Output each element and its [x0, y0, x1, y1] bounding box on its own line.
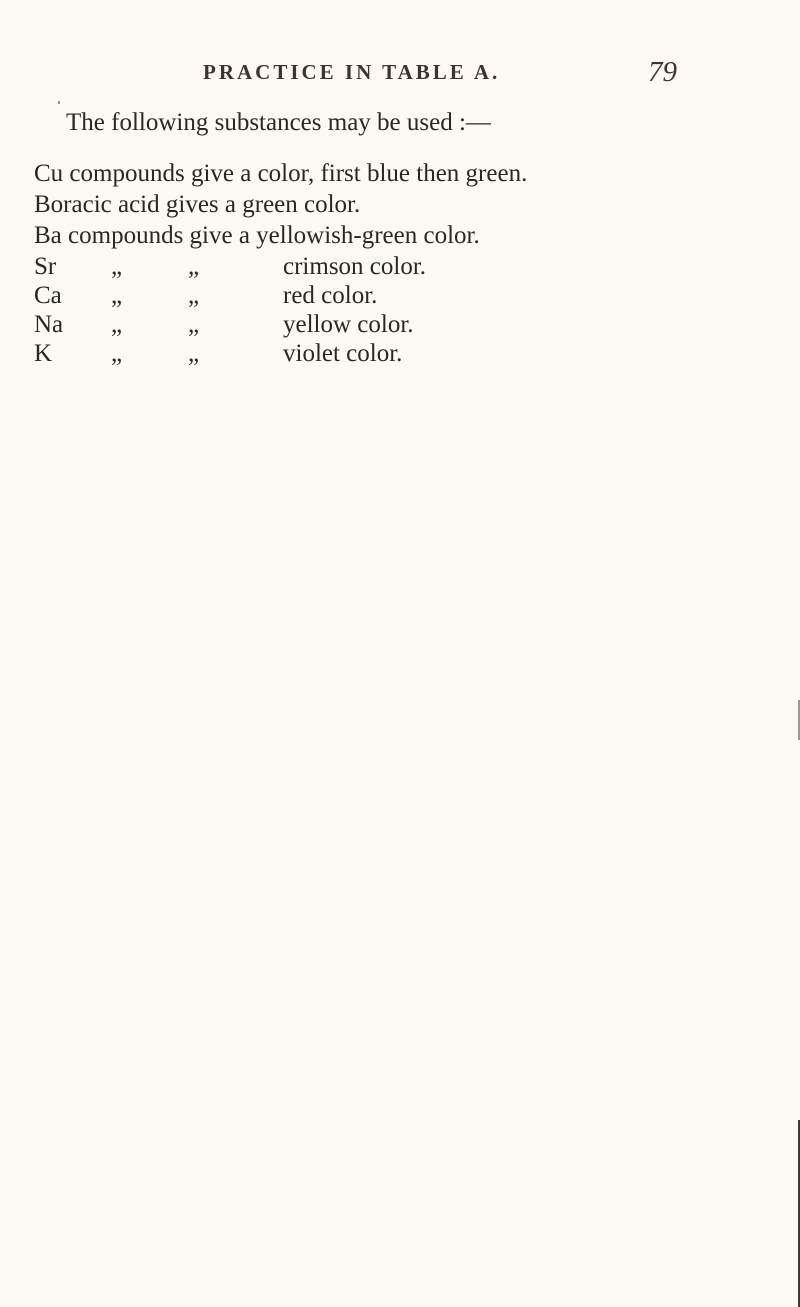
ditto-mark: „: [188, 253, 200, 280]
running-head: PRACTICE IN TABLE A.: [203, 60, 501, 84]
ditto-mark: „: [111, 253, 123, 280]
ditto-mark: „: [111, 340, 123, 367]
intro-line: The following substances may be used :—: [66, 109, 491, 136]
page-header: [0, 56, 800, 90]
color-description: yellow color.: [283, 311, 414, 338]
element-symbol: Ca: [34, 282, 62, 309]
color-description: violet color.: [283, 340, 403, 367]
element-symbol: Na: [34, 311, 64, 338]
element-symbol: K: [34, 340, 53, 367]
ditto-mark: „: [111, 282, 123, 309]
boracic-line: Boracic acid gives a green color.: [34, 191, 361, 218]
print-speck: [58, 101, 60, 104]
ditto-row-potassium: [34, 339, 594, 369]
ditto-mark: „: [188, 311, 200, 338]
ditto-row-strontium: [34, 252, 594, 282]
ditto-row-sodium: [34, 310, 594, 340]
ditto-mark: „: [188, 340, 200, 367]
ditto-mark: „: [188, 282, 200, 309]
color-description: red color.: [283, 282, 378, 309]
barium-line: Ba compounds give a yellowish-green color.: [34, 222, 480, 249]
page-number: 79: [648, 56, 677, 88]
ditto-mark: „: [111, 311, 123, 338]
ditto-row-calcium: [34, 281, 594, 311]
element-symbol: Sr: [34, 253, 57, 280]
color-description: crimson color.: [283, 253, 427, 280]
copper-line: Cu compounds give a color, first blue then green.: [34, 160, 528, 187]
